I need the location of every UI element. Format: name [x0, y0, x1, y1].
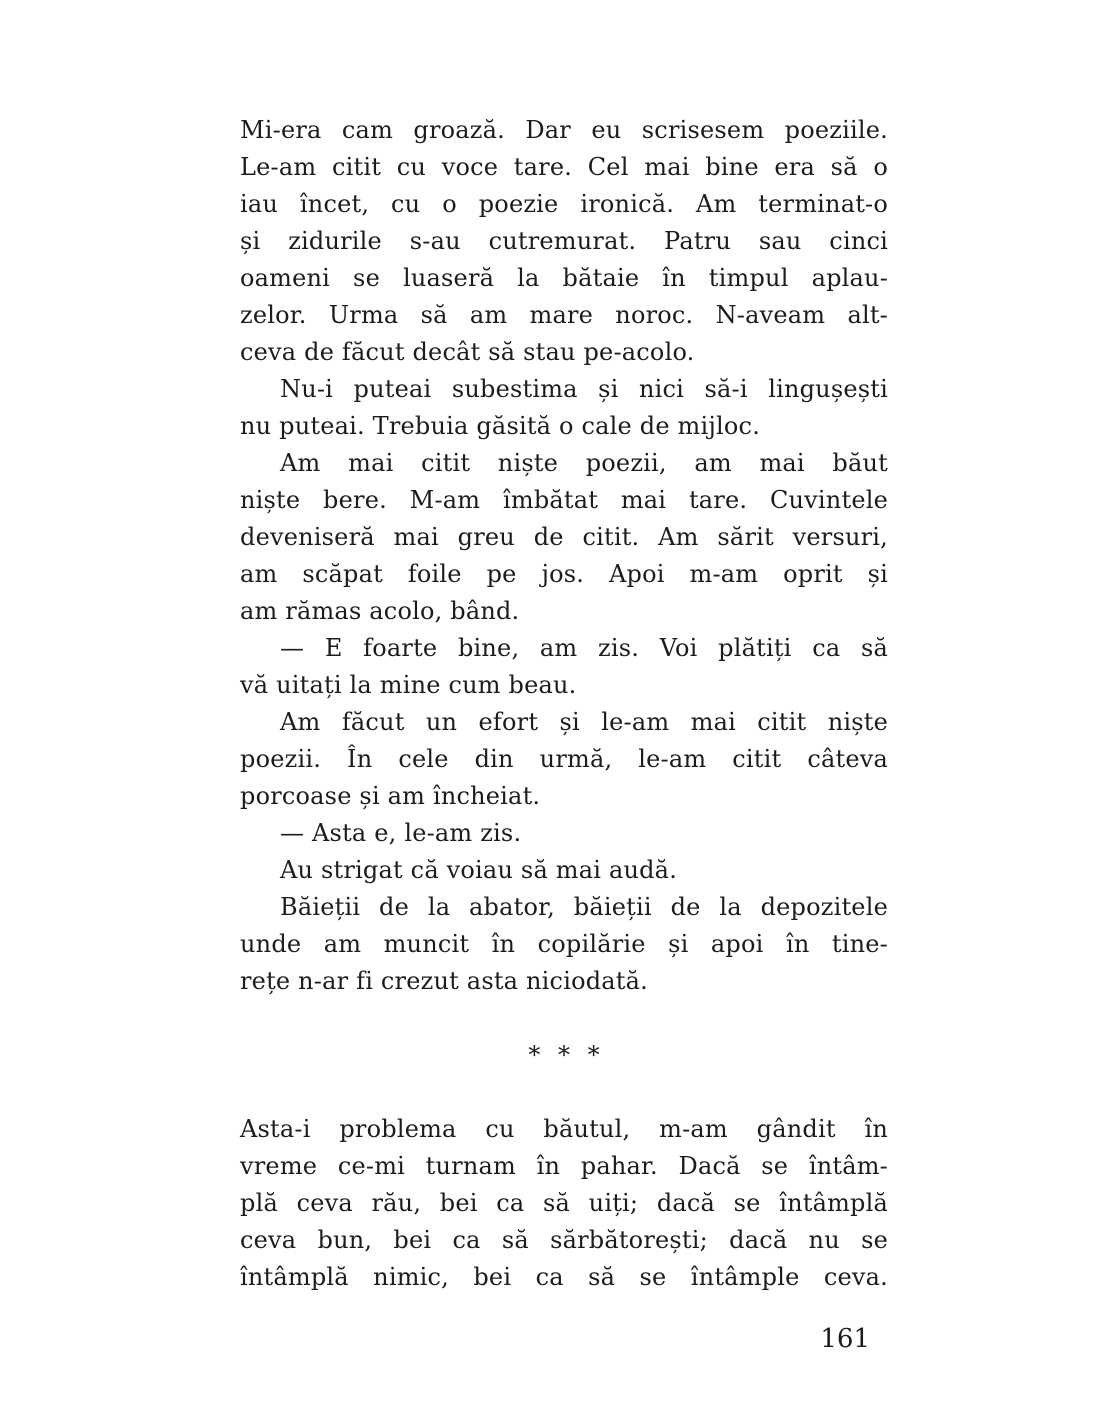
text-line: Au strigat că voiau să mai audă. — [280, 856, 678, 884]
text-line: întâmplă nimic, bei ca să se întâmple ceva. — [240, 1263, 888, 1291]
text-line: vreme ce-mi turnam în pahar. Dacă se întâm- — [240, 1152, 888, 1180]
text-line: plă ceva rău, bei ca să uiți; dacă se întâmplă — [240, 1189, 888, 1217]
text-line: ceva de făcut decât să stau pe-acolo. — [240, 338, 695, 366]
text-line: și zidurile s-au cutremurat. Patru sau cinci — [240, 227, 888, 255]
text-line: Nu-i puteai subestima și nici să-i lingușești — [280, 375, 888, 403]
text-line: — Asta e, le-am zis. — [280, 819, 522, 847]
text-line: deveniseră mai greu de citit. Am sărit versuri, — [240, 523, 888, 551]
text-line: ceva bun, bei ca să sărbătorești; dacă nu se — [240, 1226, 888, 1254]
text-line: am scăpat foile pe jos. Apoi m-am oprit și — [240, 560, 888, 588]
text-line: nu puteai. Trebuia găsită o cale de mijloc. — [240, 412, 761, 440]
text-line: poezii. În cele din urmă, le-am citit câteva — [240, 745, 888, 773]
text-block — [240, 112, 888, 1296]
text-line: Am mai citit niște poezii, am mai băut — [280, 449, 888, 477]
text-line: niște bere. M-am îmbătat mai tare. Cuvintele — [240, 486, 888, 514]
text-line: Am făcut un efort și le-am mai citit niște — [280, 708, 888, 736]
text-line: am rămas acolo, bând. — [240, 597, 520, 625]
text-line: — E foarte bine, am zis. Voi plătiți ca să — [280, 634, 888, 662]
page-number: 161 — [820, 1324, 870, 1354]
text-line: rețe n-ar fi crezut asta niciodată. — [240, 967, 648, 995]
section-separator: * * * — [528, 1041, 600, 1069]
text-line: iau încet, cu o poezie ironică. Am terminat-o — [240, 190, 888, 218]
text-line: oameni se luaseră la bătaie în timpul aplau- — [240, 264, 888, 292]
text-line: Le-am citit cu voce tare. Cel mai bine era să o — [240, 153, 888, 181]
text-line: unde am muncit în copilărie și apoi în tine- — [240, 930, 888, 958]
text-line: Asta-i problema cu băutul, m-am gândit în — [240, 1115, 888, 1143]
text-line: zelor. Urma să am mare noroc. N-aveam alt- — [240, 301, 888, 329]
text-line: Băieții de la abator, băieții de la depozitele — [280, 893, 888, 921]
text-line: porcoase și am încheiat. — [240, 782, 541, 810]
text-line: Mi-era cam groază. Dar eu scrisesem poeziile. — [240, 116, 888, 144]
text-line: vă uitați la mine cum beau. — [240, 671, 577, 699]
